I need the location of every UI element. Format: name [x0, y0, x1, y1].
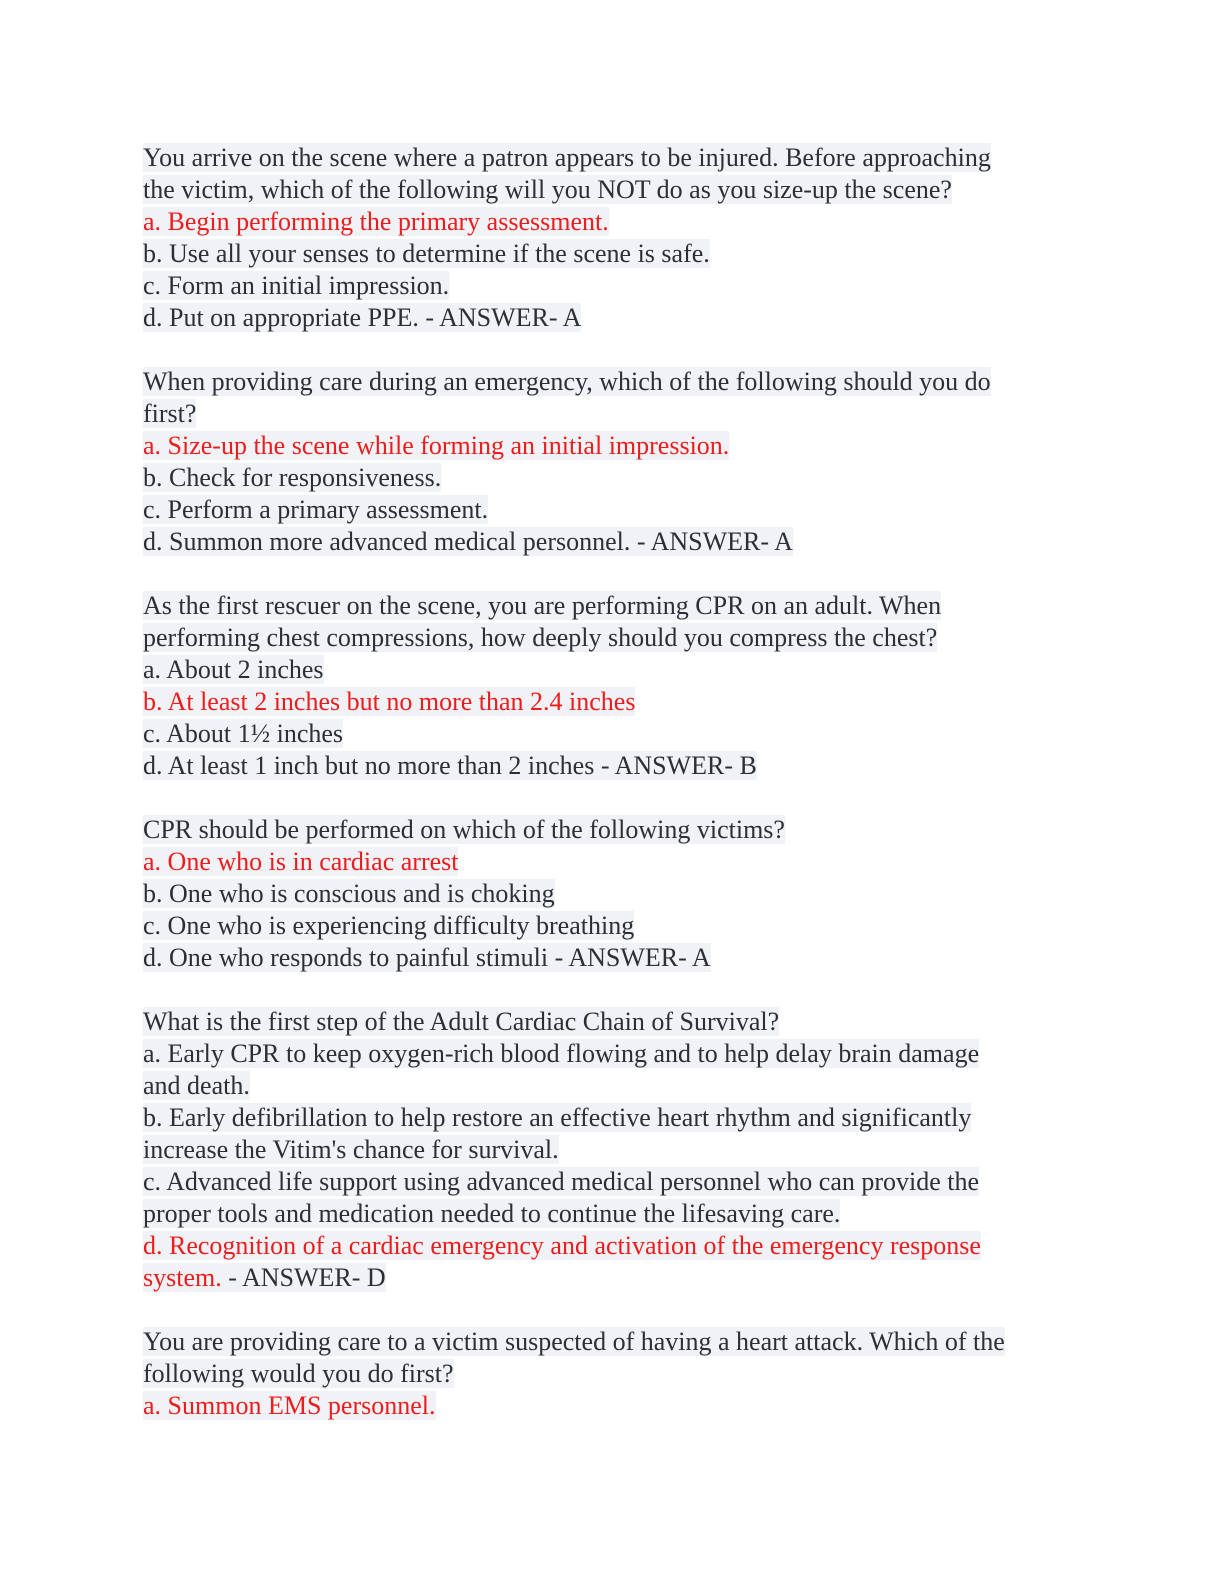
answer-option-line: [143, 654, 1083, 686]
answer-option-text: and death.: [143, 1071, 250, 1100]
question-stem-line: [143, 366, 1083, 398]
answer-option: [143, 1231, 981, 1260]
answer-option-text: increase the Vitim's chance for survival.: [143, 1135, 559, 1164]
correct-answer-text: a. Begin performing the primary assessment.: [143, 207, 609, 236]
question-block: [143, 814, 1083, 974]
answer-option: [143, 495, 488, 524]
answer-option-line: [143, 270, 1083, 302]
answer-option: [143, 751, 757, 780]
answer-option-line: [143, 462, 1083, 494]
answer-option-line: [143, 1102, 1083, 1134]
question-stem-text: the victim, which of the following will you NOT do as you size-up the scene?: [143, 175, 952, 204]
question-stem-text: performing chest compressions, how deeply should you compress the chest?: [143, 623, 938, 652]
answer-option: [143, 1391, 436, 1420]
question-stem-line: [143, 142, 1083, 174]
question-stem-line: [143, 590, 1083, 622]
answer-option-line: [143, 430, 1083, 462]
answer-option-line: [143, 1198, 1083, 1230]
answer-option-line: [143, 910, 1083, 942]
answer-option: [143, 911, 634, 940]
answer-option: [143, 1199, 840, 1228]
question-stem-line: [143, 398, 1083, 430]
question-stem-line: [143, 1006, 1083, 1038]
answer-option-line: [143, 718, 1083, 750]
answer-option-line: [143, 750, 1083, 782]
answer-option: [143, 527, 793, 556]
answer-key: - ANSWER- A: [630, 527, 793, 556]
answer-option-line: [143, 1070, 1083, 1102]
answer-option-text: a. About 2 inches: [143, 655, 324, 684]
question-stem-text: As the first rescuer on the scene, you are performing CPR on an adult. When: [143, 591, 942, 620]
correct-answer-text: a. Size-up the scene while forming an initial impression.: [143, 431, 730, 460]
question-stem-text: You arrive on the scene where a patron appears to be injured. Before approaching: [143, 143, 991, 172]
answer-option: [143, 879, 555, 908]
answer-option-line: [143, 1390, 1083, 1422]
answer-option-line: [143, 1262, 1083, 1294]
answer-option: [143, 1039, 979, 1068]
answer-option-line: [143, 238, 1083, 270]
answer-option: [143, 1071, 250, 1100]
question-stem-line: [143, 814, 1083, 846]
question-stem-text: You are providing care to a victim suspected of having a heart attack. Which of the: [143, 1327, 1005, 1356]
answer-option: [143, 1167, 979, 1196]
correct-answer-text: a. Summon EMS personnel.: [143, 1391, 436, 1420]
answer-option-text: proper tools and medication needed to continue the lifesaving care.: [143, 1199, 841, 1228]
question-block: [143, 1326, 1083, 1422]
answer-option-line: [143, 206, 1083, 238]
answer-key: - ANSWER- A: [548, 943, 711, 972]
answer-option: [143, 687, 635, 716]
question-stem-text: What is the first step of the Adult Cardiac Chain of Survival?: [143, 1007, 780, 1036]
answer-option: [143, 239, 710, 268]
answer-option: [143, 1263, 386, 1292]
answer-option: [143, 719, 343, 748]
correct-answer-text: b. At least 2 inches but no more than 2.4 inches: [143, 687, 636, 716]
answer-option-line: [143, 1038, 1083, 1070]
answer-option: [143, 271, 449, 300]
question-stem-text: following would you do first?: [143, 1359, 454, 1388]
answer-option-text: a. Early CPR to keep oxygen-rich blood flowing and to help delay brain damage: [143, 1039, 980, 1068]
answer-option: [143, 943, 711, 972]
answer-option-line: [143, 686, 1083, 718]
correct-answer-text: a. One who is in cardiac arrest: [143, 847, 459, 876]
answer-key: - ANSWER- D: [221, 1263, 386, 1292]
answer-key: - ANSWER- A: [418, 303, 582, 332]
correct-answer-text: system.: [143, 1263, 222, 1292]
correct-answer-text: d. Recognition of a cardiac emergency and activation of the emergency response: [143, 1231, 981, 1260]
answer-option-text: d. Summon more advanced medical personnel.: [143, 527, 631, 556]
answer-option-text: c. About 1½ inches: [143, 719, 344, 748]
question-stem-text: When providing care during an emergency, which of the following should you do: [143, 367, 991, 396]
answer-option-line: [143, 942, 1083, 974]
question-block: [143, 366, 1083, 558]
question-stem-text: first?: [143, 399, 197, 428]
answer-option-line: [143, 1230, 1083, 1262]
question-block: [143, 590, 1083, 782]
answer-option: [143, 463, 441, 492]
answer-option-text: d. At least 1 inch but no more than 2 inches: [143, 751, 595, 780]
answer-key: - ANSWER- B: [594, 751, 757, 780]
question-stem-line: [143, 622, 1083, 654]
question-stem-line: [143, 174, 1083, 206]
answer-option-text: d. One who responds to painful stimuli: [143, 943, 549, 972]
answer-option-text: c. Advanced life support using advanced medical personnel who can provide the: [143, 1167, 980, 1196]
question-block: [143, 1006, 1083, 1294]
answer-option-line: [143, 494, 1083, 526]
answer-option-text: c. Perform a primary assessment.: [143, 495, 489, 524]
answer-option: [143, 1103, 971, 1132]
answer-option: [143, 207, 609, 236]
answer-option-text: b. Use all your senses to determine if the scene is safe.: [143, 239, 710, 268]
answer-option-text: c. One who is experiencing difficulty breathing: [143, 911, 635, 940]
answer-option: [143, 303, 581, 332]
question-stem-line: [143, 1326, 1083, 1358]
answer-option: [143, 655, 324, 684]
question-stem-text: CPR should be performed on which of the following victims?: [143, 815, 785, 844]
answer-option-text: b. Early defibrillation to help restore an effective heart rhythm and significantly: [143, 1103, 972, 1132]
answer-option: [143, 847, 458, 876]
answer-option-line: [143, 526, 1083, 558]
answer-option-text: d. Put on appropriate PPE.: [143, 303, 419, 332]
answer-option-text: c. Form an initial impression.: [143, 271, 450, 300]
answer-option-line: [143, 846, 1083, 878]
answer-option-text: b. Check for responsiveness.: [143, 463, 442, 492]
answer-option-line: [143, 1166, 1083, 1198]
answer-option-text: b. One who is conscious and is choking: [143, 879, 555, 908]
question-stem-line: [143, 1358, 1083, 1390]
document-page: [143, 142, 1083, 1454]
answer-option-line: [143, 1134, 1083, 1166]
answer-option: [143, 431, 729, 460]
answer-option-line: [143, 878, 1083, 910]
answer-option-line: [143, 302, 1083, 334]
question-block: [143, 142, 1083, 334]
answer-option: [143, 1135, 559, 1164]
